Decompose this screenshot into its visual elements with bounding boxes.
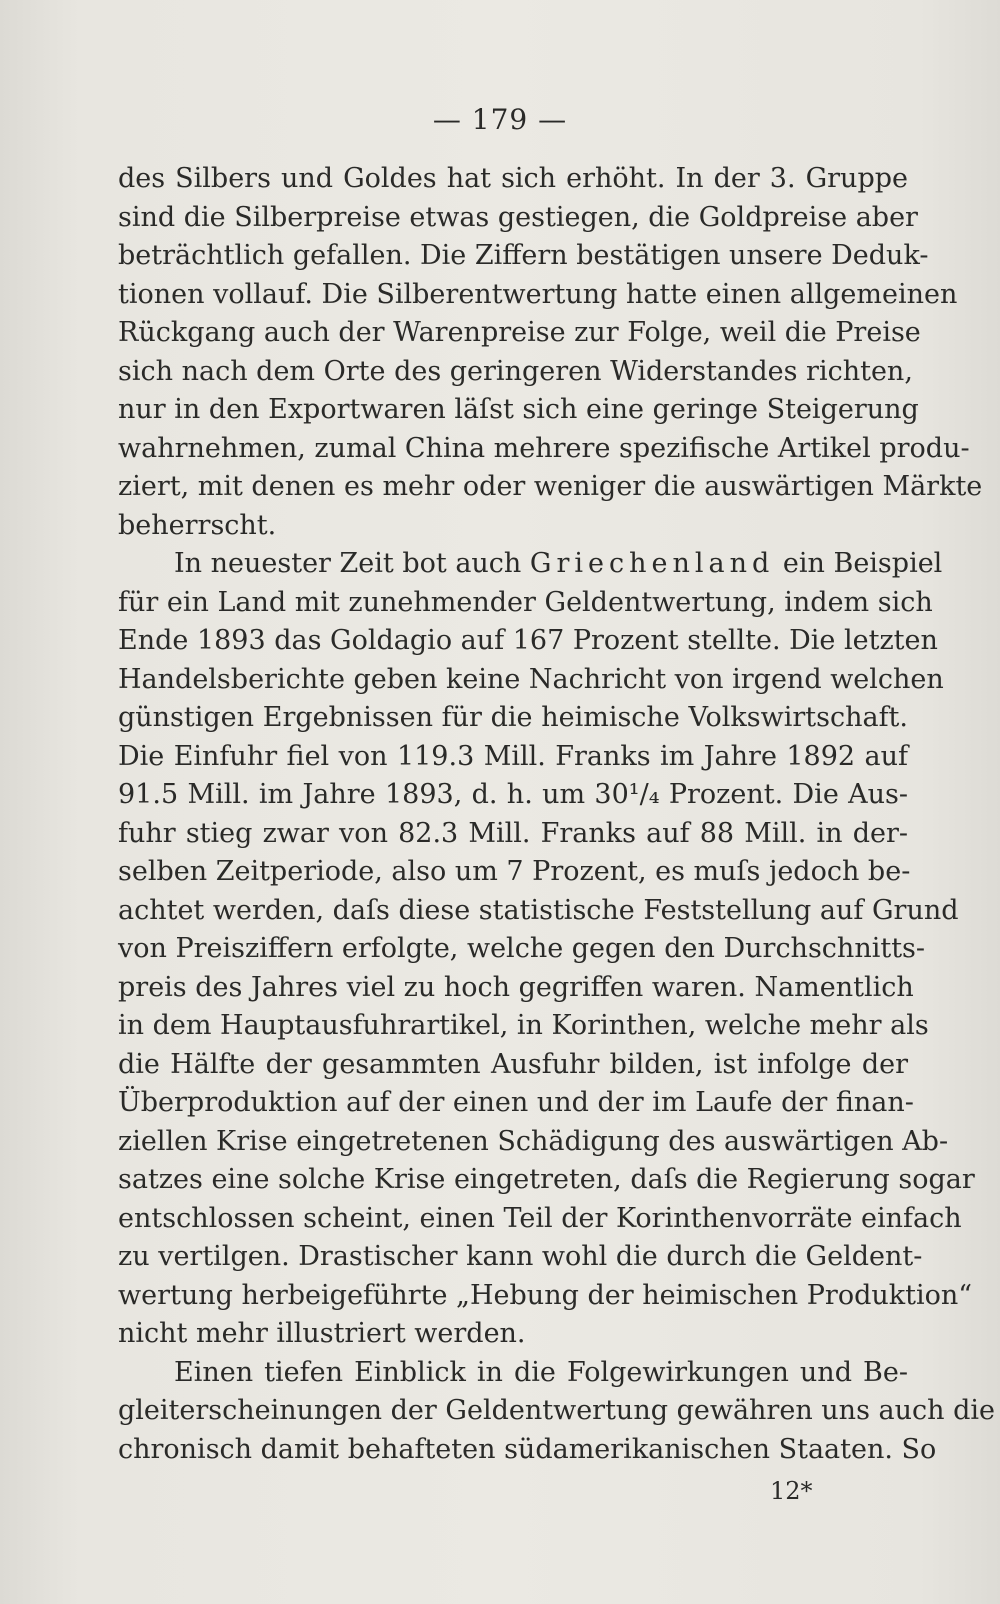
text-line: die Hälfte der gesammten Ausfuhr bilden, ist infolge der [118, 1048, 908, 1080]
text-line: gleiterscheinungen der Geldentwertung gewähren uns auch die [118, 1395, 995, 1426]
text-line: Rückgang auch der Warenpreise zur Folge, weil die Preise [118, 317, 921, 348]
text-line: sich nach dem Orte des geringeren Widerstandes richten, [118, 355, 913, 387]
text-line: wahrnehmen, zumal China mehrere spezifische Artikel produ- [118, 432, 970, 464]
text-line: Ende 1893 das Goldagio auf 167 Prozent stellte. Die letzten [118, 625, 938, 656]
text-line: selben Zeitperiode, also um 7 Prozent, es muſs jedoch be- [118, 856, 911, 887]
text-line: tionen vollauf. Die Silberentwertung hatte einen allgemeinen [118, 278, 958, 310]
text-line-paragraph-start [118, 545, 943, 584]
text-line: entschlossen scheint, einen Teil der Korinthenvorräte einfach [118, 1202, 962, 1234]
text-line: Überproduktion auf der einen und der im Laufe der finan- [118, 1087, 914, 1118]
text-line: satzes eine solche Krise eingetreten, daſs die Regierung sogar [118, 1164, 975, 1195]
text-line: ziert, mit denen es mehr oder weniger die auswärtigen Märkte [118, 471, 983, 502]
text-line-paragraph-start: Einen tiefen Einblick in die Folgewirkungen und Be- [174, 1356, 908, 1388]
text-line: in dem Hauptausfuhrartikel, in Korinthen, welche mehr als [118, 1010, 929, 1041]
spaced-emphasis: Griechenland [529, 548, 775, 579]
text-line: nicht mehr illustriert werden. [118, 1318, 526, 1349]
body-text [118, 160, 995, 1469]
text-line: achtet werden, daſs diese statistische Feststellung auf Grund [118, 894, 959, 926]
text-line: ziellen Krise eingetretenen Schädigung des auswärtigen Ab- [118, 1125, 949, 1157]
text-fragment: ein Beispiel [782, 548, 943, 579]
text-line: beträchtlich gefallen. Die Ziffern bestätigen unsere Deduk- [118, 240, 929, 271]
text-line: 91.5 Mill. im Jahre 1893, d. h. um 30¹/₄ Prozent. Die Aus- [118, 779, 908, 810]
text-line: für ein Land mit zunehmender Geldentwertung, indem sich [118, 586, 933, 618]
text-line: chronisch damit behafteten südamerikanischen Staaten. So [118, 1433, 937, 1465]
signature-mark: 12* [770, 1477, 813, 1505]
text-line: Handelsberichte geben keine Nachricht von irgend welchen [118, 663, 944, 695]
text-line: wertung herbeigeführte „Hebung der heimischen Produktion“ [118, 1279, 973, 1311]
text-fragment: In neuester Zeit bot auch [174, 548, 522, 579]
page-number-header: — 179 — [432, 103, 568, 136]
text-line: des Silbers und Goldes hat sich erhöht. In der 3. Gruppe [118, 163, 908, 194]
text-line: zu vertilgen. Drastischer kann wohl die durch die Geldent- [118, 1241, 923, 1272]
text-line: nur in den Exportwaren läſst sich eine geringe Steigerung [118, 394, 919, 425]
text-line: preis des Jahres viel zu hoch gegriffen waren. Namentlich [118, 971, 914, 1003]
text-line: beherrscht. [118, 509, 277, 541]
text-line: von Preisziffern erfolgte, welche gegen den Durchschnitts- [118, 933, 926, 964]
text-line: sind die Silberpreise etwas gestiegen, die Goldpreise aber [118, 201, 918, 233]
text-line: günstigen Ergebnissen für die heimische Volkswirtschaft. [118, 702, 908, 733]
text-line: fuhr stieg zwar von 82.3 Mill. Franks auf 88 Mill. in der- [118, 817, 908, 849]
text-line: Die Einfuhr fiel von 119.3 Mill. Franks im Jahre 1892 auf [118, 740, 908, 772]
